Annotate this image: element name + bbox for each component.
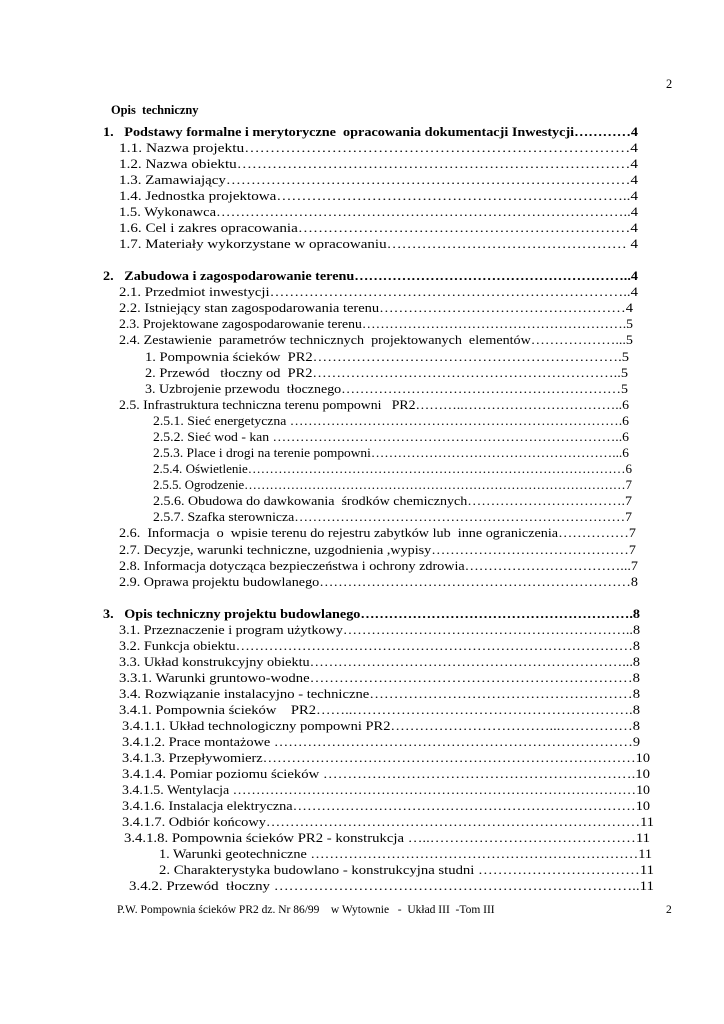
toc-entry-3-4-1: 3.4.1. Pompownia ścieków PR2……..………………………………………………….8: [119, 703, 640, 717]
toc-entry-2: 2. Zabudowa i zagospodarowanie terenu…………………………………………………..4: [103, 269, 638, 283]
toc-entry-2-6: 2.6. Informacja o wpisie terenu do rejestru zabytków lub inne ograniczenia……………7: [119, 526, 637, 540]
toc-entry-2-1: 2.1. Przedmiot inwestycji………………………………………………………………..4: [119, 285, 638, 299]
toc-entry-3-3-1: 3.3.1. Warunki gruntowo-wodne…………………………………………………………8: [119, 671, 640, 685]
toc-entry-2-2: 2.2. Istniejący stan zagospodarowania terenu……………………………………………4: [119, 301, 634, 315]
toc-entry-2-4-item-3: 3. Uzbrojenie przewodu tłocznego……………………………………………………5: [145, 382, 628, 396]
toc-entry-2-4: 2.4. Zestawienie parametrów technicznych projektowanych elementów………………...5: [119, 333, 633, 347]
toc-entry-1-7: 1.7. Materiały wykorzystane w opracowaniu………………………………………… 4: [119, 237, 638, 251]
toc-entry-1-3: 1.3. Zamawiający………………………………………………………………………4: [119, 173, 638, 187]
toc-entry-3-2: 3.2. Funkcja obiektu…………………………………………………………………………8: [119, 639, 641, 653]
document-title: Opis techniczny: [111, 103, 199, 117]
toc-entry-2-3: 2.3. Projektowane zagospodarowanie terenu………………………………………………….5: [119, 317, 633, 331]
toc-entry-2-5-7: 2.5.7. Szafka sterownicza………………………………………………………………7: [153, 510, 633, 524]
toc-entry-2-5-3: 2.5.3. Place i drogi na terenie pompowni………………………………………………...6: [153, 446, 629, 460]
toc-entry-2-5-4: 2.5.4. Oświetlenie……………………………………………………………………………6: [153, 462, 633, 476]
toc-entry-3-4-1-1: 3.4.1.1. Układ technologiczny pompowni PR2……………………………...……………8: [122, 719, 640, 733]
toc-entry-2-5-2: 2.5.2. Sieć wod - kan …………………………………………………………………..6: [153, 430, 629, 444]
toc-entry-3-4: 3.4. Rozwiązanie instalacyjno - techniczne………………………………………………8: [119, 687, 641, 701]
toc-entry-3-3: 3.3. Układ konstrukcyjny obiektu…………………………………………………………...8: [119, 655, 641, 669]
toc-entry-2-8: 2.8. Informacja dotycząca bezpieczeństwa i ochrony zdrowia……………………………...7: [119, 559, 638, 573]
toc-entry-1-5: 1.5. Wykonawca…………………………………………………………………………..4: [119, 205, 639, 219]
toc-entry-3-4-1-6: 3.4.1.6. Instalacja elektryczna………………………………………………………………10: [122, 799, 651, 813]
toc-entry-1: 1. Podstawy formalne i merytoryczne opracowania dokumentacji Inwestycji…………4: [103, 125, 638, 139]
toc-entry-3-4-1-3: 3.4.1.3. Przepływomierz……………………………………………………………………10: [122, 751, 651, 765]
toc-entry-3-4-1-8: 3.4.1.8. Pompownia ścieków PR2 - konstrukcja …..……………………………………11: [124, 831, 651, 845]
toc-entry-2-4-item-1: 1. Pompownia ścieków PR2……………………………………………………….5: [145, 350, 630, 364]
toc-entry-3-4-2: 3.4.2. Przewód tłoczny ………………………………………………………………..11: [129, 879, 654, 893]
page-number-top: 2: [666, 77, 673, 91]
toc-entry-2-5-6: 2.5.6. Obudowa do dawkowania środków chemicznych…………………………….7: [153, 494, 632, 508]
toc-entry-3-4-1-7: 3.4.1.7. Odbiór końcowy……………………………………………………………………11: [122, 815, 654, 829]
toc-entry-2-7: 2.7. Decyzje, warunki techniczne, uzgodnienia ,wypisy……………………………………7: [119, 543, 636, 557]
toc-entry-1-4: 1.4. Jednostka projektowa……………………………………………………………..4: [119, 189, 638, 203]
page-number-bottom: 2: [666, 904, 672, 916]
toc-entry-3-4-1-4: 3.4.1.4. Pomiar poziomu ścieków ……………………………………………………….10: [122, 767, 651, 781]
toc-entry-2-5-5: 2.5.5. Ogrodzenie………………………………………………………………………………7: [153, 478, 633, 492]
toc-entry-3: 3. Opis techniczny projektu budowlanego………………………………………………….8: [103, 607, 640, 621]
toc-entry-3-4-1-8-item-1: 1. Warunki geotechniczne ……………………………………………………………11: [159, 847, 652, 861]
toc-entry-2-9: 2.9. Oprawa projektu budowlanego…………………………………………………………8: [119, 575, 638, 589]
toc-entry-3-4-1-8-item-2: 2. Charakterystyka budowlano - konstrukcyjna studni ……………………………11: [159, 863, 655, 877]
toc-entry-1-1: 1.1. Nazwa projektu…………………………………………………………………4: [119, 141, 639, 155]
toc-entry-1-2: 1.2. Nazwa obiektu……………………………………………………………………4: [119, 157, 638, 171]
toc-entry-2-5: 2.5. Infrastruktura techniczna terenu pompowni PR2………..……………………………..6: [119, 398, 630, 412]
toc-entry-3-4-1-5: 3.4.1.5. Wentylacja ……………………………………………………………………………10: [122, 783, 650, 797]
footer-text: P.W. Pompownia ścieków PR2 dz. Nr 86/99 w Wytownie - Układ III -Tom III: [117, 904, 495, 916]
toc-entry-2-4-item-2: 2. Przewód tłoczny od PR2………………………………………………………..5: [145, 366, 629, 380]
toc-entry-3-1: 3.1. Przeznaczenie i program użytkowy……………………………………………………..8: [119, 623, 641, 637]
toc-entry-2-5-1: 2.5.1. Sieć energetyczna ……………………………………………………………….6: [153, 414, 629, 428]
toc-entry-3-4-1-2: 3.4.1.2. Prace montażowe …………………………………………………………………9: [122, 735, 641, 749]
toc-entry-1-6: 1.6. Cel i zakres opracowania…………………………………………………………4: [119, 221, 638, 235]
